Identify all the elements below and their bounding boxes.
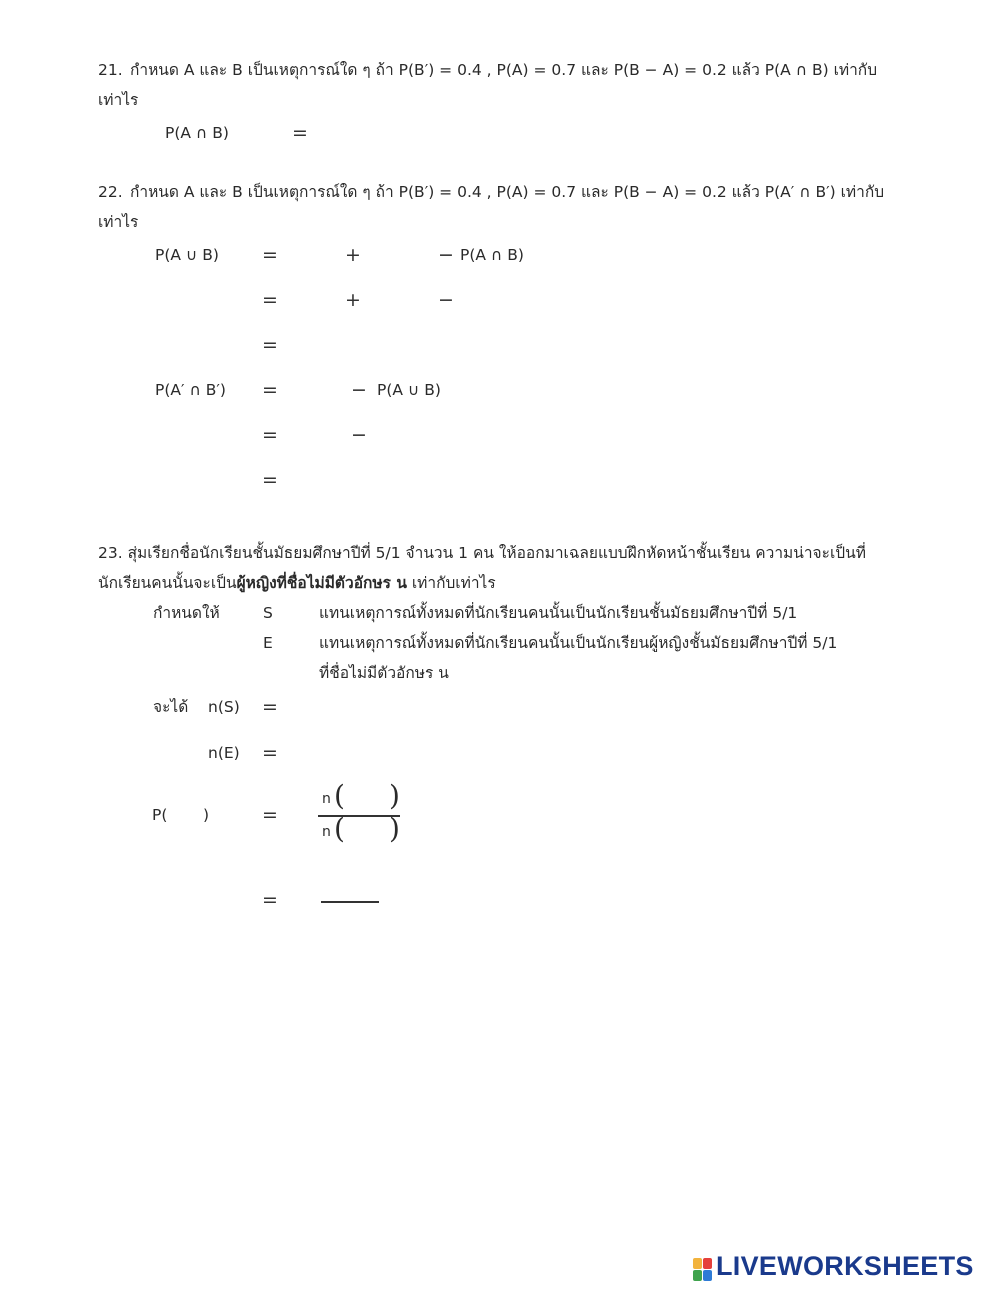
q21-prompt-line2: เท่าไร [98,91,139,109]
q23-ne-equals: = [262,742,278,764]
liveworksheets-logo-text: LIVEWORKSHEETS [716,1251,974,1281]
q22-row5-equals: = [262,424,278,446]
q23-so-label: จะได้ [153,698,189,716]
q23-denominator-paren-close: ) [389,812,400,845]
q22-row1-plus: + [345,244,361,266]
q22-row2-equals: = [262,289,278,311]
q23-emphasis: ผู้หญิงที่ชื่อไม่มีตัวอักษร น [236,574,407,592]
q23-p-open: P( [152,806,168,824]
q21-work-equals: = [292,122,308,144]
q22-row4-minus: − [351,379,367,401]
q23-ns-equals: = [262,696,278,718]
q23-prompt-line2: นักเรียนคนนั้นจะเป็นผู้หญิงที่ชื่อไม่มีตัวอักษร น เท่ากับเท่าไร [98,574,496,592]
q23-numerator-paren-close: ) [389,779,400,812]
q22-prompt-line1: กำหนด A และ B เป็นเหตุการณ์ใด ๆ ถ้า P(B′) = 0.4 , P(A) = 0.7 และ P(B − A) = 0.2 แล้ว P(A′ ∩ B′) เท่ากับ [130,183,885,201]
q23-numerator-n: n [322,791,331,807]
q22-row1-lhs: P(A ∪ B) [155,246,219,264]
q23-e-symbol: E [263,634,273,652]
q22-row1-minus: − [438,244,454,266]
q21-work-lhs: P(A ∩ B) [165,124,229,142]
q22-prompt-line2: เท่าไร [98,213,139,231]
q23-fraction-bar [318,815,400,817]
q23-prompt-line1: 23. สุ่มเรียกชื่อนักเรียนชั้นมัธยมศึกษาปีที่ 5/1 จำนวน 1 คน ให้ออกมาเฉลยแบบฝึกหัดหน้าชั้นเรียน ความน่าจะเป็นที่ [98,544,866,562]
q22-row4-tail: P(A ∪ B) [377,381,441,399]
q22-row1-tail: P(A ∩ B) [460,246,524,264]
q22-row1-equals: = [262,244,278,266]
q23-denominator-paren-open: ( [334,812,345,845]
liveworksheets-logo-icon [693,1258,713,1282]
q23-denominator-n: n [322,824,331,840]
q23-given-label: กำหนดให้ [153,604,220,622]
q21-number: 21. [98,61,123,79]
q22-row4-lhs: P(A′ ∩ B′) [155,381,226,399]
q23-ns-label: n(S) [208,698,240,716]
q22-row6-equals: = [262,469,278,491]
q23-e-description-2: ที่ชื่อไม่มีตัวอักษร น [319,664,449,682]
q23-result-blank[interactable] [321,901,379,903]
q22-row3-equals: = [262,334,278,356]
q23-p-equals: = [262,804,278,826]
q22-row2-minus: − [438,289,454,311]
q23-result-equals: = [262,889,278,911]
q22-number: 22. [98,183,123,201]
q23-s-symbol: S [263,604,273,622]
q23-ne-label: n(E) [208,744,240,762]
q22-row2-plus: + [345,289,361,311]
q21-prompt-line1: กำหนด A และ B เป็นเหตุการณ์ใด ๆ ถ้า P(B′) = 0.4 , P(A) = 0.7 และ P(B − A) = 0.2 แล้ว P(A ∩ B) เท่ากับ [130,61,878,79]
q23-e-description-1: แทนเหตุการณ์ทั้งหมดที่นักเรียนคนนั้นเป็นนักเรียนผู้หญิงชั้นมัธยมศึกษาปีที่ 5/1 [319,634,838,652]
q23-numerator-paren-open: ( [334,779,345,812]
q23-s-description: แทนเหตุการณ์ทั้งหมดที่นักเรียนคนนั้นเป็นนักเรียนชั้นมัธยมศึกษาปีที่ 5/1 [319,604,798,622]
q23-p-close: ) [203,806,210,824]
q22-row5-minus: − [351,424,367,446]
q22-row4-equals: = [262,379,278,401]
